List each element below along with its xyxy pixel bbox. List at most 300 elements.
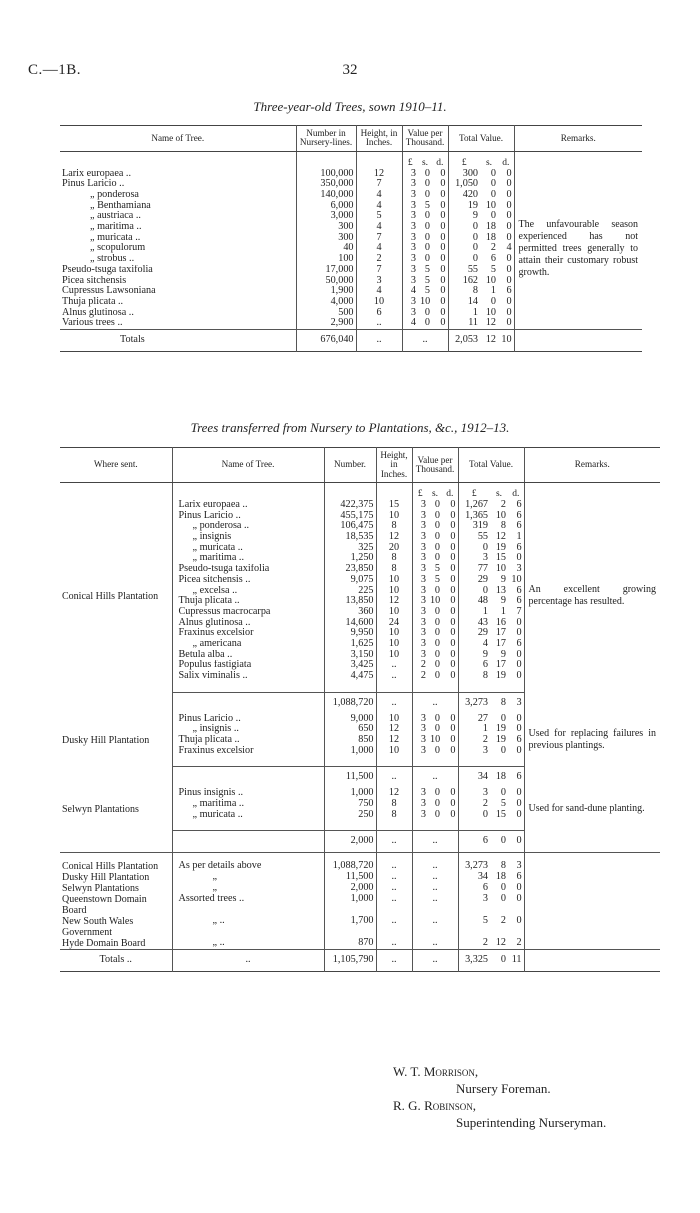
where-sent-cell: Queenstown Domain Board	[62, 893, 147, 916]
total-value-cell: 0	[516, 671, 522, 682]
height-cell: 10	[376, 639, 412, 650]
total-value-cell: 18	[485, 222, 496, 233]
value-per-thousand-cell: 0	[450, 542, 456, 553]
document-reference: C.—1B.	[28, 62, 82, 78]
total-value-cell: 10	[511, 574, 522, 585]
value-per-thousand-cell: 0	[450, 532, 456, 543]
height-cell: ..	[376, 852, 412, 872]
height-cell: ..	[376, 938, 412, 950]
value-per-thousand-cell: 0	[434, 671, 440, 682]
height-cell: 24	[376, 618, 412, 629]
col-remarks: Remarks.	[514, 126, 642, 152]
tree-name: „ ponderosa	[90, 189, 139, 200]
value-per-thousand-cell: 0	[434, 798, 440, 809]
total-value-cell: 8	[448, 286, 480, 297]
value-per-thousand-cell: 0	[440, 307, 446, 318]
value-per-thousand-cell: 10	[430, 734, 441, 745]
three-year-old-trees-table	[60, 125, 642, 352]
total-value-cell: 19	[495, 734, 506, 745]
currency-symbol: d.	[512, 489, 520, 500]
height-cell: 10	[376, 650, 412, 661]
total-value-cell: 0	[506, 189, 512, 200]
value-per-thousand-cell: 0	[424, 222, 430, 233]
total-value-cell: 1,365	[458, 511, 490, 522]
signature-2-name: R. G. Robinson,	[393, 1098, 476, 1113]
value-per-thousand-cell: 0	[424, 318, 430, 329]
total-value-cell: 55	[448, 265, 480, 276]
value-per-thousand-cell: 3	[402, 201, 418, 212]
blank-cell	[356, 151, 402, 168]
value-per-thousand-cell: 3	[412, 714, 428, 725]
total-value-cell: 10	[485, 200, 496, 211]
currency-symbol: d.	[436, 157, 444, 168]
tree-name: „	[172, 872, 324, 883]
total-value-cell: 4	[458, 639, 490, 650]
total-value-cell: 0	[516, 660, 522, 671]
height-cell: 7	[356, 233, 402, 244]
total-value-cell: 14	[448, 297, 480, 308]
tree-name: „ maritima ..	[90, 222, 142, 233]
totals-row	[60, 330, 642, 352]
subtotal-pounds: 3,273	[458, 692, 490, 713]
total-pence: 6	[516, 871, 522, 882]
surname-smallcaps: Morrison,	[423, 1064, 479, 1079]
subtotal-number: 11,500	[324, 767, 376, 788]
value-per-thousand-cell: 0	[434, 639, 440, 650]
tree-name: Cupressus Lawsoniana	[62, 286, 156, 297]
value-per-thousand-cell: 0	[424, 168, 430, 179]
total-value-cell: 0	[506, 254, 512, 265]
tree-name: Pinus Laricio ..	[172, 511, 324, 522]
signature-1-title: Nursery Foreman.	[456, 1081, 551, 1096]
total-value-cell: 0	[516, 788, 522, 799]
total-value-cell: 0	[490, 211, 496, 222]
value-per-thousand-cell: 0	[424, 189, 430, 200]
value-per-thousand-cell: ..	[412, 938, 458, 950]
signature-1-name: W. T. Morrison,	[393, 1064, 479, 1079]
total-value-cell: 10	[485, 307, 496, 318]
total-value-cell: 6	[516, 734, 522, 745]
total-value-cell: 420	[448, 190, 480, 201]
total-pence: 2	[516, 937, 522, 948]
total-value-cell: 1	[458, 607, 490, 618]
number-cell: 1,900	[296, 286, 356, 297]
tree-name: Alnus glutinosa ..	[62, 307, 134, 318]
value-per-thousand-cell: 0	[424, 254, 430, 265]
currency-symbol: d.	[446, 489, 454, 500]
number-cell: 455,175	[324, 511, 376, 522]
total-shillings: 18	[495, 871, 506, 882]
tree-name: „ insignis	[172, 532, 324, 543]
total-value-cell: 6	[516, 510, 522, 521]
summary-row	[60, 872, 660, 883]
total-value-cell: 1,050	[448, 179, 480, 190]
total-value-cell: 15	[495, 553, 506, 564]
blank-cell	[60, 692, 172, 713]
height-cell: 10	[376, 628, 412, 639]
height-cell: 8	[376, 799, 412, 810]
height-cell: ..	[376, 872, 412, 883]
height-cell: ..	[376, 894, 412, 916]
blank-cell	[60, 767, 172, 788]
totals-height: ..	[376, 949, 412, 971]
value-per-thousand-cell: 3	[412, 628, 428, 639]
value-per-thousand-cell: ..	[412, 883, 458, 894]
value-per-thousand-cell: ..	[412, 852, 458, 872]
summary-row	[60, 894, 660, 916]
trees-transferred-table	[60, 447, 660, 972]
total-value-cell: 1	[516, 532, 522, 543]
remarks-cell: The unfavourable season experienced has not permitted trees generally to attain their customary robust growth.	[514, 169, 642, 330]
tree-name: Picea sitchensis	[62, 275, 127, 286]
tree-name: „ muricata ..	[172, 543, 324, 554]
value-per-thousand-cell: 0	[434, 521, 440, 532]
totals-row	[60, 949, 660, 971]
value-per-thousand-cell: 0	[434, 649, 440, 660]
blank-cell	[172, 767, 324, 788]
total-value-cell: 0	[516, 745, 522, 756]
tree-name: Thuja plicata ..	[62, 296, 124, 307]
table1-title: Three-year-old Trees, sown 1910–11.	[253, 99, 447, 114]
subtotal-value: ..	[412, 767, 458, 788]
value-per-thousand-cell: 0	[450, 809, 456, 820]
currency-symbol: s.	[421, 157, 429, 168]
value-per-thousand-cell: ..	[412, 894, 458, 916]
summary-row	[60, 938, 660, 950]
total-value-cell: 0	[458, 543, 490, 554]
tree-name: Pseudo-tsuga taxifolia	[62, 264, 153, 275]
value-per-thousand-cell: 0	[440, 222, 446, 233]
blank-cell	[172, 831, 324, 853]
subtotal-value: ..	[412, 692, 458, 713]
total-value-cell: 1	[448, 308, 480, 319]
table-row	[60, 500, 660, 511]
height-cell: 4	[356, 201, 402, 212]
currency-symbol: s.	[431, 489, 439, 500]
total-value-cell: 8	[458, 671, 490, 692]
total-shillings: 12	[495, 937, 506, 948]
total-value-cell: 3	[516, 564, 522, 575]
where-sent-cell: Dusky Hill Plantation	[62, 871, 150, 883]
value-per-thousand-cell: 0	[440, 254, 446, 265]
where-sent-cell: Selwyn Plantations	[62, 803, 139, 815]
number-cell: 18,535	[324, 532, 376, 543]
blank-cell	[524, 692, 660, 713]
tree-name: Alnus glutinosa ..	[172, 618, 324, 629]
value-per-thousand-cell: ..	[412, 916, 458, 938]
value-per-thousand-cell: 3	[412, 596, 428, 607]
subtotal-shillings: 0	[490, 831, 508, 853]
value-per-thousand-cell: 0	[440, 211, 446, 222]
total-pence: 3	[508, 852, 524, 872]
value-per-thousand-cell: 3	[412, 500, 428, 511]
tree-name: „ maritima ..	[172, 799, 324, 810]
total-value-cell: 7	[516, 606, 522, 617]
total-value-cell: 8	[500, 521, 506, 532]
value-per-thousand-cell: 3	[412, 735, 428, 746]
tree-name: „ muricata ..	[90, 232, 141, 243]
blank-cell	[524, 938, 660, 950]
value-per-thousand-cell: 0	[440, 286, 446, 297]
subtotal-pounds: 34	[458, 767, 490, 788]
subtotal-pence: 3	[508, 692, 524, 713]
number-cell: 4,000	[296, 297, 356, 308]
value-per-thousand-cell: 3	[412, 575, 428, 586]
number-cell: 1,000	[324, 746, 376, 767]
number-cell: 4,475	[324, 671, 376, 692]
col-height: Height, in Inches.	[356, 126, 402, 152]
total-value-cell: 0	[490, 168, 496, 179]
height-cell: 12	[356, 169, 402, 180]
currency-symbol: £	[448, 151, 480, 168]
totals-pence: 10	[498, 330, 514, 352]
number-cell: 9,000	[324, 714, 376, 725]
value-per-thousand-cell: 0	[450, 724, 456, 735]
height-cell: 10	[376, 575, 412, 586]
height-cell: 10	[356, 297, 402, 308]
height-cell: 8	[376, 521, 412, 532]
number-cell: 1,625	[324, 639, 376, 650]
col-total-value: Total Value.	[448, 126, 514, 152]
total-shillings: 8	[490, 852, 508, 872]
blank-cell	[524, 894, 660, 916]
col-number: Number in Nursery-lines.	[296, 126, 356, 152]
remarks-cell: Used for sand-dune planting.	[524, 788, 660, 831]
total-value-cell: 16	[495, 617, 506, 628]
currency-symbol: £	[412, 483, 428, 500]
table2-title: Trees transferred from Nursery to Plantations, &c., 1912–13.	[190, 420, 510, 435]
value-per-thousand-cell: 0	[440, 189, 446, 200]
number-cell: 500	[296, 308, 356, 319]
total-value-cell: 12	[495, 532, 506, 543]
tree-name: „ ..	[172, 938, 324, 950]
value-per-thousand-cell: 0	[450, 788, 456, 799]
number-cell: 422,375	[324, 500, 376, 511]
total-value-cell: 5	[500, 798, 506, 809]
total-value-cell: 0	[516, 628, 522, 639]
value-per-thousand-cell: 0	[440, 296, 446, 307]
tree-name: Cupressus macrocarpa	[172, 607, 324, 618]
value-per-thousand-cell: 5	[434, 564, 440, 575]
height-cell: ..	[376, 916, 412, 938]
totals-value: ..	[402, 330, 448, 352]
total-value-cell: 19	[495, 724, 506, 735]
height-cell: ..	[376, 671, 412, 692]
value-per-thousand-cell: 0	[434, 788, 440, 799]
subtotal-height: ..	[376, 692, 412, 713]
value-per-thousand-cell: 3	[412, 543, 428, 554]
blank-cell	[524, 916, 660, 938]
total-value-cell: 9	[500, 574, 506, 585]
total-value-cell: 9	[500, 649, 506, 660]
number-cell: 9,950	[324, 628, 376, 639]
total-value-cell: 19	[495, 671, 506, 682]
summary-row	[60, 883, 660, 894]
value-per-thousand-cell: 3	[412, 586, 428, 597]
value-per-thousand-cell: 3	[412, 746, 428, 767]
value-per-thousand-cell: 3	[412, 607, 428, 618]
number-cell: 100,000	[296, 169, 356, 180]
value-per-thousand-cell: 0	[440, 232, 446, 243]
value-per-thousand-cell: 5	[424, 264, 430, 275]
total-value-cell: 48	[458, 596, 490, 607]
height-cell: 5	[356, 211, 402, 222]
value-per-thousand-cell: 0	[434, 713, 440, 724]
height-cell: 6	[356, 308, 402, 319]
height-cell: 3	[356, 276, 402, 287]
blank-cell	[172, 483, 324, 500]
blank-cell	[376, 483, 412, 500]
value-per-thousand-cell: 0	[434, 628, 440, 639]
totals-height: ..	[356, 330, 402, 352]
number-cell: 1,000	[324, 894, 376, 916]
total-value-cell: 0	[448, 233, 480, 244]
total-value-cell: 0	[516, 724, 522, 735]
tree-name: Thuja plicata ..	[172, 735, 324, 746]
col-value-per-thousand: Value per Thousand.	[412, 448, 458, 483]
height-cell: 12	[376, 724, 412, 735]
value-per-thousand-cell: 3	[412, 810, 428, 831]
number-cell: 6,000	[296, 201, 356, 212]
tree-name: Assorted trees ..	[172, 894, 324, 916]
tree-name: „ scopulorum	[90, 243, 146, 254]
tree-name: „ strobus ..	[90, 254, 135, 265]
currency-symbol: £	[458, 483, 490, 500]
tree-name: Pinus Laricio ..	[172, 714, 324, 725]
tree-name: Fraxinus excelsior	[172, 746, 324, 767]
total-value-cell: 13	[495, 585, 506, 596]
number-cell: 106,475	[324, 521, 376, 532]
subtotal-number: 2,000	[324, 831, 376, 853]
total-value-cell: 55	[458, 532, 490, 543]
value-per-thousand-cell: 0	[450, 713, 456, 724]
height-cell: 4	[356, 286, 402, 297]
total-pounds: 2	[458, 938, 490, 950]
value-per-thousand-cell: 3	[402, 297, 418, 308]
height-cell: 10	[376, 746, 412, 767]
tree-name: „ americana	[172, 639, 324, 650]
number-cell: 14,600	[324, 618, 376, 629]
value-per-thousand-cell: 3	[402, 276, 418, 287]
height-cell: 10	[376, 586, 412, 597]
table2-container	[60, 447, 660, 972]
value-per-thousand-cell: 10	[420, 296, 431, 307]
col-value-per-thousand: Value per Thousand.	[402, 126, 448, 152]
value-per-thousand-cell: 0	[434, 809, 440, 820]
tree-name: Pinus insignis ..	[172, 788, 324, 799]
value-per-thousand-cell: 0	[434, 510, 440, 521]
value-per-thousand-cell: 0	[434, 660, 440, 671]
value-per-thousand-cell: 3	[412, 724, 428, 735]
total-value-cell: 2	[458, 735, 490, 746]
value-per-thousand-cell: 0	[450, 639, 456, 650]
height-cell: ..	[376, 883, 412, 894]
value-per-thousand-cell: 3	[402, 179, 418, 190]
tree-name: Fraxinus excelsior	[172, 628, 324, 639]
value-per-thousand-cell: 0	[450, 553, 456, 564]
value-per-thousand-cell: 3	[412, 521, 428, 532]
total-value-cell: 2	[490, 243, 496, 254]
height-cell: 12	[376, 788, 412, 799]
value-per-thousand-cell: 3	[412, 553, 428, 564]
total-value-cell: 11	[448, 318, 480, 329]
total-value-cell: 19	[495, 542, 506, 553]
total-value-cell: 10	[485, 275, 496, 286]
totals-value: ..	[412, 949, 458, 971]
total-value-cell: 6	[516, 639, 522, 650]
height-cell: 10	[376, 714, 412, 725]
number-cell: 140,000	[296, 190, 356, 201]
number-cell: 100	[296, 254, 356, 265]
total-value-cell: 1	[500, 606, 506, 617]
totals-shillings: 12	[480, 330, 498, 352]
blank-cell	[514, 151, 642, 168]
where-sent-cell: Dusky Hill Plantation	[62, 734, 150, 746]
value-per-thousand-cell: 3	[402, 233, 418, 244]
number-cell: 1,700	[324, 916, 376, 938]
total-pence: 0	[516, 893, 522, 904]
value-per-thousand-cell: 0	[450, 745, 456, 756]
value-per-thousand-cell: 2	[412, 671, 428, 692]
tree-name: Pinus Laricio ..	[62, 179, 125, 190]
where-sent-cell: Conical Hills Plantation	[62, 590, 159, 602]
number-cell: 870	[324, 938, 376, 950]
total-value-cell: 0	[506, 168, 512, 179]
total-value-cell: 0	[500, 745, 506, 756]
value-per-thousand-cell: 3	[412, 788, 428, 799]
value-per-thousand-cell: 3	[412, 650, 428, 661]
total-pence: 0	[516, 915, 522, 926]
total-value-cell: 0	[506, 275, 512, 286]
height-cell: 4	[356, 190, 402, 201]
total-value-cell: 0	[448, 243, 480, 254]
value-per-thousand-cell: 5	[424, 275, 430, 286]
total-value-cell: 6	[516, 521, 522, 532]
value-per-thousand-cell: 0	[434, 499, 440, 510]
tree-name: Larix europaea ..	[172, 500, 324, 511]
number-cell: 9,075	[324, 575, 376, 586]
value-per-thousand-cell: 3	[402, 243, 418, 254]
col-height: Height, in Inches.	[376, 448, 412, 483]
height-cell: ..	[376, 660, 412, 671]
value-per-thousand-cell: 4	[402, 286, 418, 297]
tree-name: „	[172, 883, 324, 894]
total-value-cell: 0	[500, 713, 506, 724]
value-per-thousand-cell: 3	[412, 799, 428, 810]
value-per-thousand-cell: 3	[412, 564, 428, 575]
total-value-cell: 6	[516, 542, 522, 553]
value-per-thousand-cell: 0	[434, 585, 440, 596]
value-per-thousand-cell: 3	[402, 169, 418, 180]
total-value-cell: 0	[490, 189, 496, 200]
total-value-cell: 6	[516, 499, 522, 510]
subtotal-pence: 6	[508, 767, 524, 788]
tree-name: Betula alba ..	[172, 650, 324, 661]
value-per-thousand-cell: 5	[424, 200, 430, 211]
total-pounds: 6	[458, 883, 490, 894]
total-value-cell: 6	[516, 585, 522, 596]
value-per-thousand-cell: 0	[434, 617, 440, 628]
number-cell: 1,088,720	[324, 852, 376, 872]
col-number: Number.	[324, 448, 376, 483]
value-per-thousand-cell: 0	[440, 243, 446, 254]
height-cell: 2	[356, 254, 402, 265]
subtotal-shillings: 8	[490, 692, 508, 713]
number-cell: 3,425	[324, 660, 376, 671]
value-per-thousand-cell: ..	[412, 872, 458, 883]
height-cell: 4	[356, 243, 402, 254]
tree-name: „ Benthamiana	[90, 200, 151, 211]
